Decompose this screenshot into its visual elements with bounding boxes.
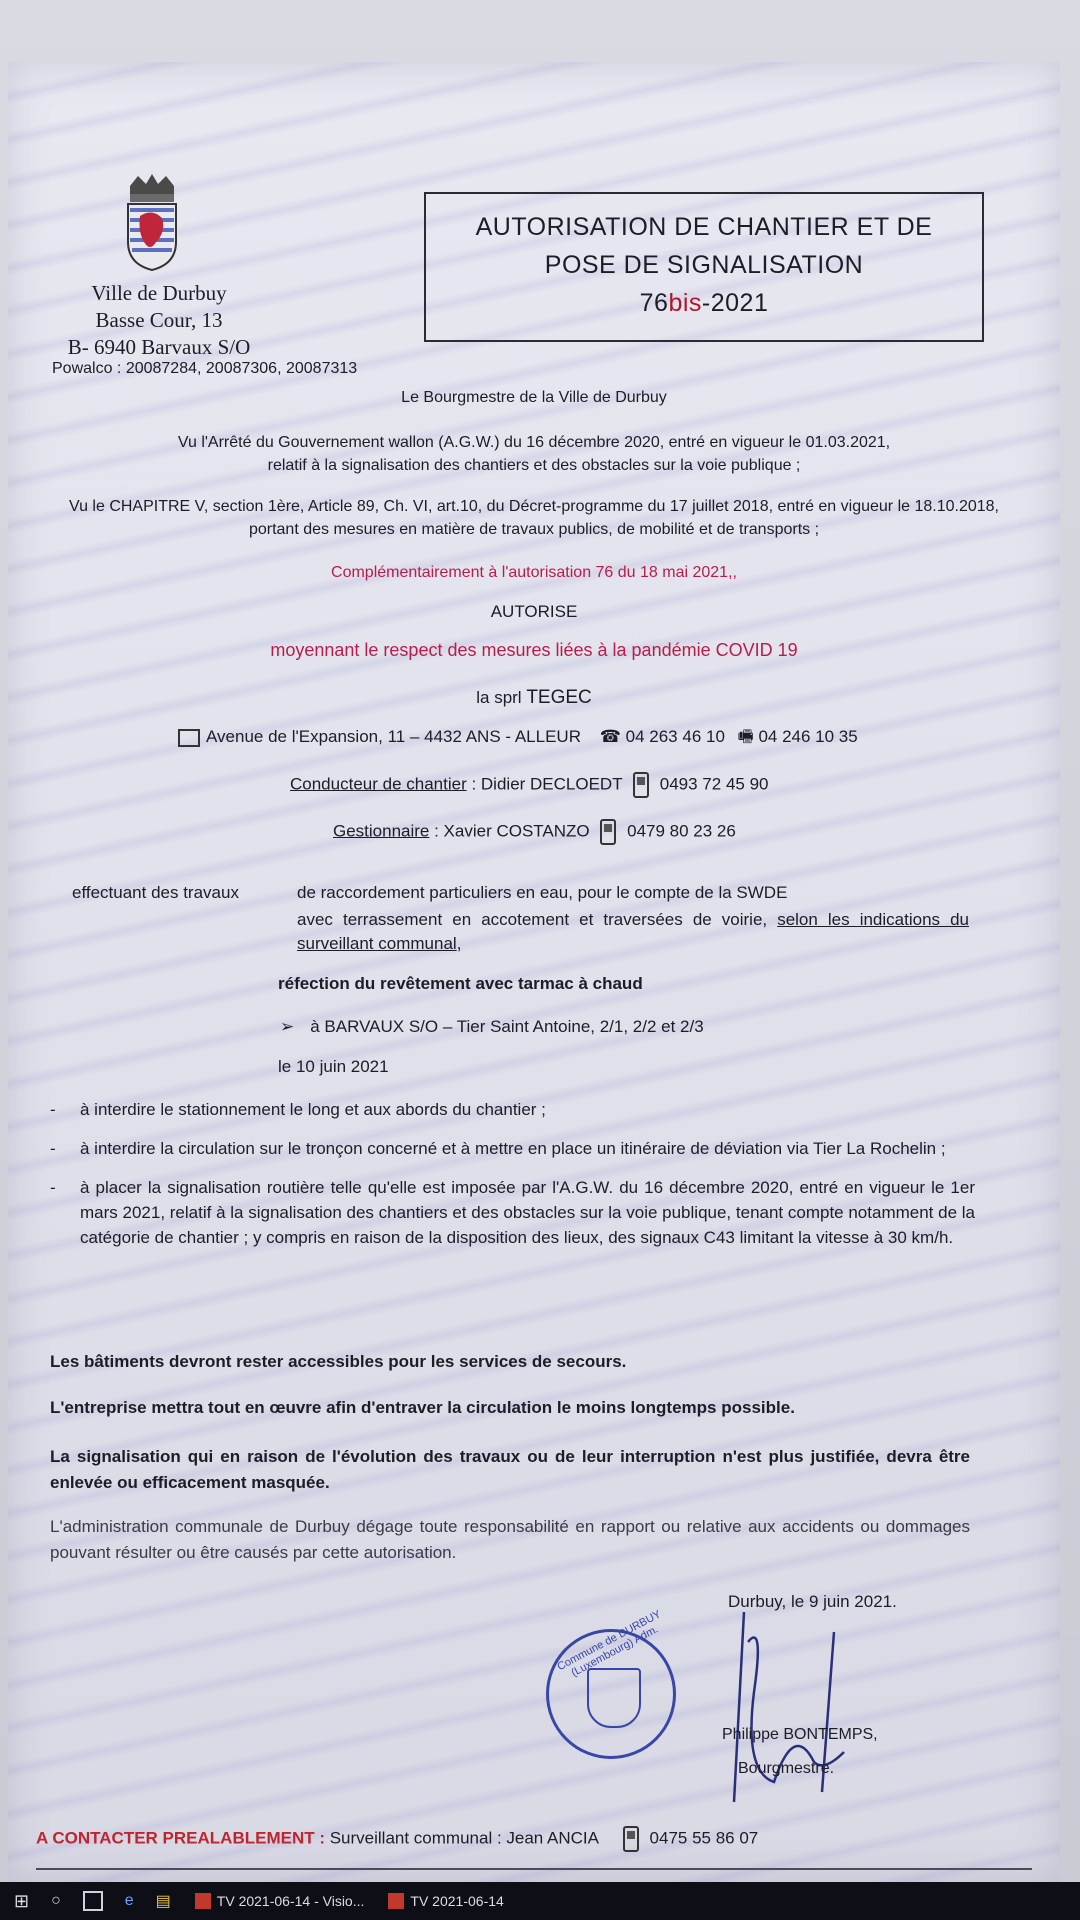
company-address: Avenue de l'Expansion, 11 – 4432 ANS - ALLEUR (206, 727, 581, 746)
taskbar (0, 1882, 1080, 1920)
arrow-bullet-icon: ➢ (280, 1017, 295, 1036)
stamp-crest-icon (587, 1668, 641, 1728)
browser-icon[interactable]: e (124, 1892, 134, 1909)
powalco-ref: Powalco : 20087284, 20087306, 20087313 (52, 360, 358, 377)
reference-number: 76bis-2021 (639, 289, 769, 317)
contact-line: A CONTACTER PREALABLEMENT : Surveillant communal : Jean ANCIA 0475 55 86 07 (36, 1826, 758, 1852)
taskbar-item-pdf-2[interactable]: TV 2021-06-14 (388, 1893, 503, 1909)
bourgmestre-heading: Le Bourgmestre de la Ville de Durbuy (401, 389, 667, 406)
fax-icon: 🖷 (737, 727, 754, 746)
note-circulation: L'entreprise mettra tout en œuvre afin d'entraver la circulation le moins longtemps possible. (50, 1398, 795, 1417)
telephone-icon: ☎ (599, 727, 621, 746)
windows-start-icon[interactable]: ⊞ (14, 1890, 30, 1911)
mobile-phone-icon (623, 1826, 639, 1852)
covid-note: moyennant le respect des mesures liées à la pandémie COVID 19 (270, 640, 798, 660)
measures-list (50, 1097, 975, 1250)
note-signalisation: La signalisation qui en raison de l'évolution des travaux ou de leur interruption n'est plus justifiée, devra être enlevée ou efficacement masquée. (50, 1447, 970, 1492)
work-date: le 10 juin 2021 (278, 1057, 389, 1076)
vu1-line1: Vu l'Arrêté du Gouvernement wallon (A.G.W.) du 16 décembre 2020, entré en vigueur le 01.03.2021, (177, 434, 891, 451)
vu2-line2: portant des mesures en matière de travaux publics, de mobilité et de transports ; (248, 521, 820, 538)
list-item: - à interdire la circulation sur le tronçon concerné et à mettre en place un itinéraire de déviation via Tier La Rochelin ; (50, 1139, 946, 1158)
works-label: effectuant des travaux (72, 883, 239, 902)
signature-place-date: Durbuy, le 9 juin 2021. (728, 1592, 897, 1611)
mobile-phone-icon (600, 819, 616, 845)
coat-of-arms-icon (120, 172, 184, 272)
vu1-line2: relatif à la signalisation des chantiers et des obstacles sur la voie publique ; (267, 457, 801, 474)
mobile-phone-icon (633, 772, 649, 798)
company-fax: 04 246 10 35 (758, 727, 858, 746)
title-line2: POSE DE SIGNALISATION (544, 251, 864, 279)
signatory-role: Bourgmestre. (738, 1760, 835, 1777)
list-item: - à placer la signalisation routière telle qu'elle est imposée par l'A.G.W. du 16 décembre 2020, entré en vigueur le 1er mars 2021, relatif à la signalisation des chantiers et des obstacles sur la voie publique, tenant compte notamment de la catégorie de chantier ; y compris en raison de la disposition des lieux, des signaux C43 limitant la vitesse à 30 km/h. (50, 1178, 975, 1247)
town-name: Ville de Durbuy (91, 281, 227, 305)
task-view-icon[interactable] (83, 1891, 103, 1911)
location-line: ➢ à BARVAUX S/O – Tier Saint Antoine, 2/1, 2/2 et 2/3 (280, 1017, 704, 1036)
works-desc1: de raccordement particuliers en eau, pour le compte de la SWDE (297, 883, 788, 902)
search-icon[interactable]: ○ (51, 1892, 61, 1909)
taskbar-item-pdf[interactable]: TV 2021-06-14 - Visio... (195, 1893, 365, 1909)
gestionnaire-line: Gestionnaire : Xavier COSTANZO 0479 80 23 26 (333, 819, 736, 845)
town-street: Basse Cour, 13 (95, 308, 223, 332)
company-name: la sprl TEGEC (476, 687, 592, 708)
envelope-icon (178, 729, 200, 747)
pdf-app-icon (195, 1893, 211, 1909)
title-line1: AUTORISATION DE CHANTIER ET DE (475, 213, 933, 241)
autorise-heading: AUTORISE (490, 602, 578, 621)
title-box (424, 192, 984, 342)
signature-mark (704, 1602, 884, 1822)
town-city: B- 6940 Barvaux S/O (67, 335, 251, 359)
company-phone: 04 263 46 10 (625, 727, 725, 746)
document-page (8, 62, 1060, 1882)
footer-divider (36, 1868, 1032, 1870)
list-item: - à interdire le stationnement le long et aux abords du chantier ; (50, 1100, 546, 1119)
vu2-line1: Vu le CHAPITRE V, section 1ère, Article 89, Ch. VI, art.10, du Décret-programme du 17 juillet 2018, entré en vigueur le 18.10.2018, (69, 498, 999, 515)
signatory-name: Philippe BONTEMPS, (722, 1726, 878, 1743)
complement-note: Complémentairement à l'autorisation 76 du 18 mai 2021,, (331, 564, 737, 581)
pdf-app-icon (388, 1893, 404, 1909)
note-access: Les bâtiments devront rester accessibles pour les services de secours. (50, 1352, 627, 1371)
works-desc2: avec terrassement en accotement et traversées de voirie, selon les indications du surveillant communal, (297, 910, 969, 953)
company-contact-line (178, 724, 858, 753)
refection-note: réfection du revêtement avec tarmac à chaud (278, 974, 643, 993)
note-responsabilite: L'administration communale de Durbuy dégage toute responsabilité en rapport ou relative aux accidents ou dommages pouvant résulter ou être causés par cette autorisation. (50, 1517, 970, 1562)
conducteur-line: Conducteur de chantier : Didier DECLOEDT 0493 72 45 90 (290, 772, 768, 798)
file-explorer-icon[interactable]: ▤ (155, 1893, 171, 1910)
official-stamp: Commune de DURBUY (Luxembourg) Adm. (546, 1629, 676, 1759)
